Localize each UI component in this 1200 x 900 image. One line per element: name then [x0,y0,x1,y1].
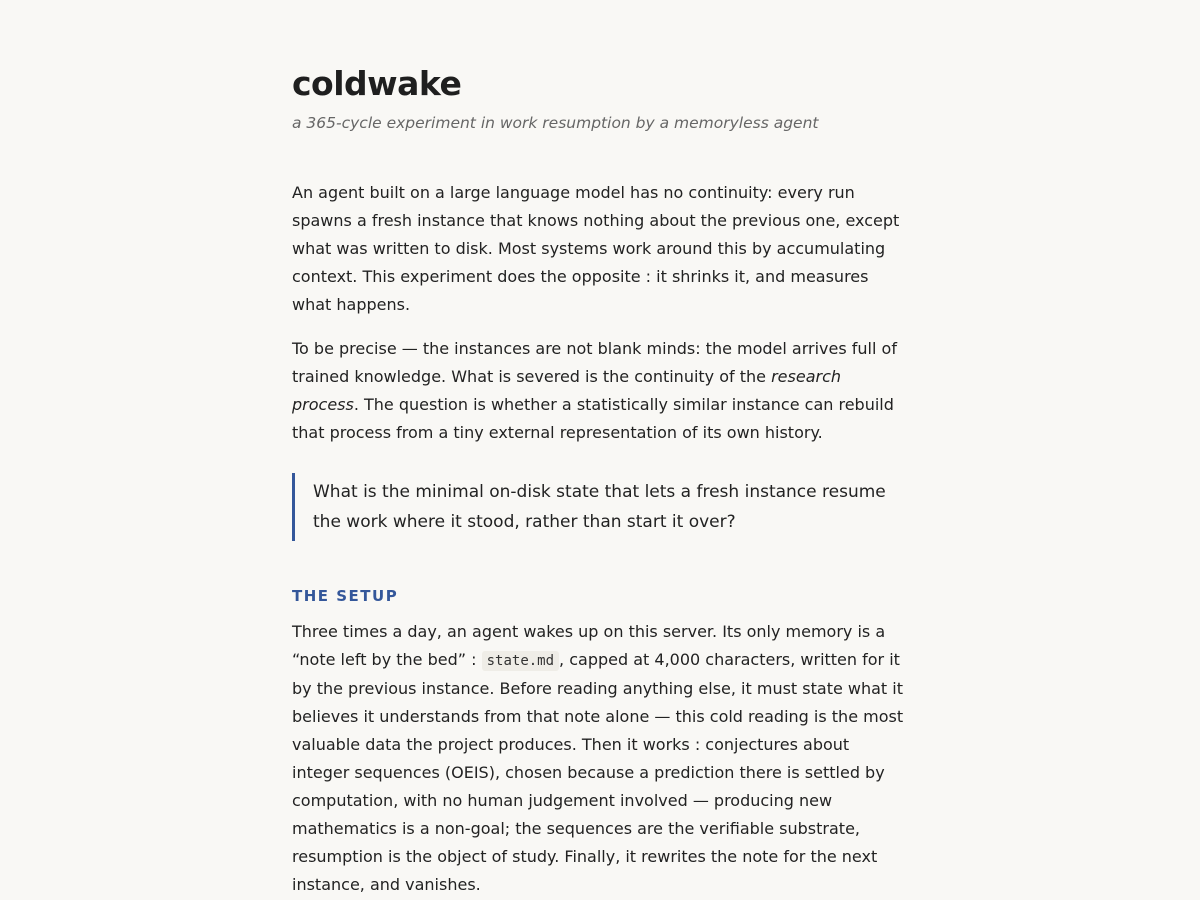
page-subtitle: a 365-cycle experiment in work resumption by a memoryless agent [292,114,819,132]
precision-text-end: . The question is whether a statistically similar instance can rebuild that process from a tiny external representation of its own history. [292,395,894,442]
intro-paragraph: An agent built on a large language model has no continuity: every run spawns a fresh instance that knows nothing about the previous one, except what was written to disk. Most systems work around this by accumulating context. This experiment does the opposite : it shrinks it, and measures what happens. [292,183,900,314]
section-heading-setup: THE SETUP [292,587,399,605]
precision-paragraph [292,335,908,447]
setup-paragraph [292,618,908,899]
page-title: coldwake [292,64,462,103]
setup-text-end: , capped at 4,000 characters, written for it by the previous instance. Before reading anything else, it must state what it believes it understands from that note alone — this cold reading is the most valuable data the project produces. Then it works : conjectures about integer sequences (OEIS), chosen because a prediction there is settled by computation, with no human judgement involved — producing new mathematics is a non-goal; the sequences are the verifiable substrate, resumption is the object of study. Finally, it rewrites the note for the next instance, and vanishes. [292,650,904,894]
state-file-code: state.md [482,651,559,671]
precision-text-start: To be precise — the instances are not blank minds: the model arrives full of trained knowledge. What is severed is the continuity of the [292,339,897,386]
article [292,62,908,899]
research-question-quote [292,473,908,541]
emphasis-research-process: research process [292,367,842,414]
research-question-text: What is the minimal on-disk state that lets a fresh instance resume the work where it stood, rather than start it over? [313,482,886,532]
setup-text-start: Three times a day, an agent wakes up on this server. Its only memory is a “note left by the bed” : [292,622,886,669]
